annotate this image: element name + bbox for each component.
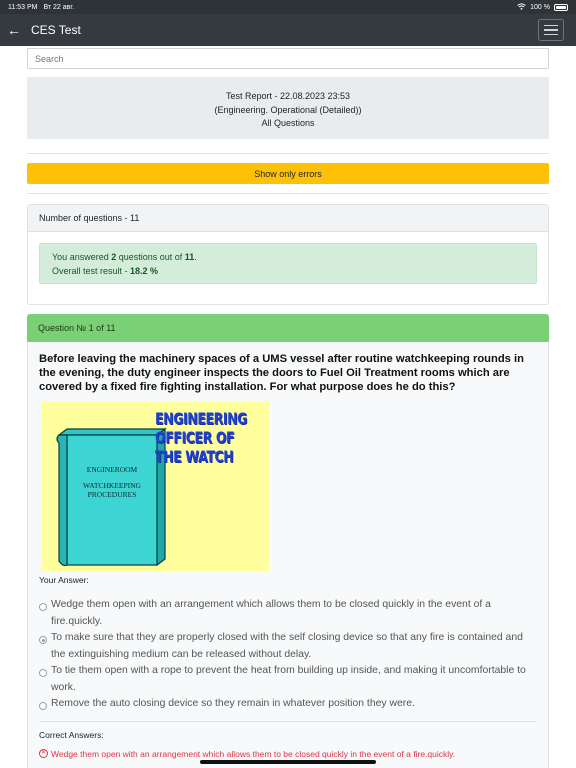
- page-title: CES Test: [31, 23, 81, 37]
- arrow-left-icon[interactable]: ←: [7, 22, 21, 38]
- radio-icon[interactable]: [39, 603, 47, 611]
- result-alert: [39, 243, 537, 284]
- wifi-icon: [517, 3, 526, 12]
- show-errors-button[interactable]: Show only errors: [27, 163, 549, 184]
- summary-card: [27, 204, 549, 305]
- status-time: 11:53 PM: [8, 3, 38, 11]
- answered-summary: You answered 2 questions out of 11.: [52, 252, 197, 262]
- home-indicator[interactable]: [200, 760, 376, 764]
- radio-icon[interactable]: [39, 669, 47, 677]
- search-input[interactable]: [27, 48, 549, 69]
- questions-count: Number of questions - 11: [28, 205, 548, 232]
- status-bar: [0, 0, 576, 14]
- report-subtitle: (Engineering. Operational (Detailed)): [214, 104, 362, 115]
- answer-option[interactable]: To make sure that they are properly closed with the self closing device so that any fire is contained and the extinguishing medium can be released without delay.: [39, 630, 537, 663]
- main-content: [27, 46, 549, 768]
- battery-percent: 100 %: [530, 3, 550, 11]
- hamburger-icon[interactable]: [538, 19, 564, 41]
- report-title: Test Report - 22.08.2023 23:53: [225, 91, 351, 101]
- question-card: [27, 314, 549, 768]
- battery-icon: [554, 4, 568, 11]
- book-cover-text: ENGINEROOM WATCHKEEPING PROCEDURES: [83, 465, 141, 499]
- x-circle-icon: ✕: [40, 750, 47, 756]
- divider: [39, 721, 537, 722]
- question-number: Question № 1 of 11: [27, 314, 549, 342]
- your-answer-label: Your Answer:: [39, 575, 89, 585]
- answer-option[interactable]: Wedge them open with an arrangement which allows them to be closed quickly in the event of a fire.quickly.: [39, 597, 537, 630]
- status-date: Вт 22 авг.: [43, 3, 75, 11]
- radio-icon[interactable]: [39, 702, 47, 710]
- overall-result: Overall test result - 18.2 %: [52, 265, 159, 276]
- image-title: ENGINEERING OFFICER OF THE WATCH: [155, 409, 248, 466]
- question-illustration: [41, 401, 269, 571]
- correct-answers-label: Correct Answers:: [39, 729, 104, 740]
- top-navbar: [0, 14, 576, 46]
- correct-answer: ✕ Wedge them open with an arrangement which allows them to be closed quickly in the event of a fire.quickly.: [40, 748, 456, 759]
- answer-list: [39, 597, 537, 713]
- answer-option[interactable]: To tie them open with a rope to prevent the heat from building up inside, and making it uncomfortable to work.: [39, 663, 537, 696]
- question-text: Before leaving the machinery spaces of a UMS vessel after routine watchkeeping rounds in the evening, the duty engineer inspects the doors to Fuel Oil Treatment rooms which are covered by a fixed fire fighting installation. For what purpose does he do this?: [39, 353, 524, 393]
- radio-selected-icon[interactable]: [39, 636, 47, 644]
- report-scope: All Questions: [261, 118, 315, 128]
- question-body: [27, 342, 549, 768]
- test-report-banner: [27, 77, 549, 139]
- answer-option[interactable]: Remove the auto closing device so they remain in whatever position they were.: [39, 696, 537, 713]
